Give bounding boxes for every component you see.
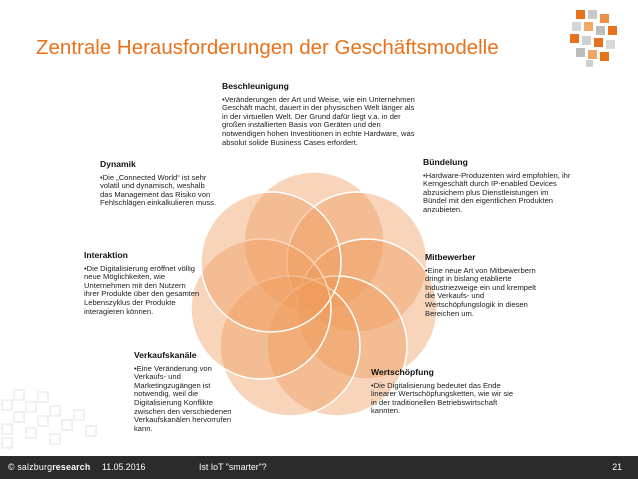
text-interaktion: •Die Digitalisierung eröffnet völlig neue Möglichkeiten, wie Unternehmen mit den Nutzern ihrer Produkte über den gesamten Lebenszyklus der Produkte interagieren können. [84, 263, 200, 316]
footer-title: Ist IoT "smarter"? [199, 462, 267, 472]
page-number: 21 [612, 462, 622, 472]
footer-bar [0, 456, 638, 479]
block-wertschoepfung [371, 368, 519, 416]
heading-dynamik: Dynamik [100, 159, 136, 169]
heading-verkaufskanaele: Verkaufskanäle [134, 350, 197, 360]
heading-interaktion: Interaktion [84, 250, 128, 260]
block-beschleunigung [222, 82, 422, 147]
block-mitbewerber [425, 253, 537, 318]
block-verkaufskanaele [134, 351, 242, 433]
text-wertschoepfung: •Die Digitalisierung bedeutet das Ende linearer Wertschöpfungsketten, wie wir sie in der traditionellen Betriebswirtschaft kannten. [371, 380, 514, 416]
text-mitbewerber: •Eine neue Art von Mitbewerbern dringt in bislang etablierte Industriezweige ein und krempelt die Verkaufs- und Wertschöpfungslogik in diesen Bereichen um. [425, 265, 537, 318]
block-dynamik [100, 160, 218, 208]
heading-wertschoepfung: Wertschöpfung [371, 367, 434, 377]
petal-dynamik [201, 192, 341, 332]
heading-beschleunigung: Beschleunigung [222, 81, 289, 91]
heading-buendelung: Bündelung [423, 157, 468, 167]
heading-mitbewerber: Mitbewerber [425, 252, 476, 262]
text-verkaufskanaele: •Eine Veränderung von Verkaufs- und Marketingzugängen ist notwendig, weil die Digitalisierung Konflikte zwischen den verschiedenen Verkaufskanälen hervorrufen kann. [134, 363, 232, 433]
footer-date: 11.05.2016 [102, 462, 146, 472]
slide-title: Zentrale Herausforderungen der Geschäftsmodelle [36, 36, 499, 59]
block-interaktion [84, 251, 202, 316]
footer-brand [8, 462, 90, 472]
block-buendelung [423, 158, 571, 215]
footer-brand-bold: research [52, 462, 91, 472]
text-buendelung: •Hardware-Produzenten wird empfohlen, ihr Kerngeschäft durch IP-enabled Devices abzusichern plus Dienstleistungen im Bündel mit den eigentlichen Produkten anzubieten. [423, 170, 571, 214]
text-dynamik: •Die „Connected World“ ist sehr volatil und dynamisch, weshalb das Management das Risiko von Fehlschlägen einkalkulieren muss. [100, 172, 217, 208]
footer-brand-prefix: © salzburg [8, 462, 53, 472]
text-beschleunigung: •Veränderungen der Art und Weise, wie ein Unternehmen Geschäft macht, dauert in der physischen Welt länger als in der virtuellen Welt. Der Grund dafür liegt v.a. in der großen installierten Basis von Geräten und den notwendigen hohen Investitionen in echte Hardware, was absolut solide Business Cases erfordert. [222, 94, 415, 147]
